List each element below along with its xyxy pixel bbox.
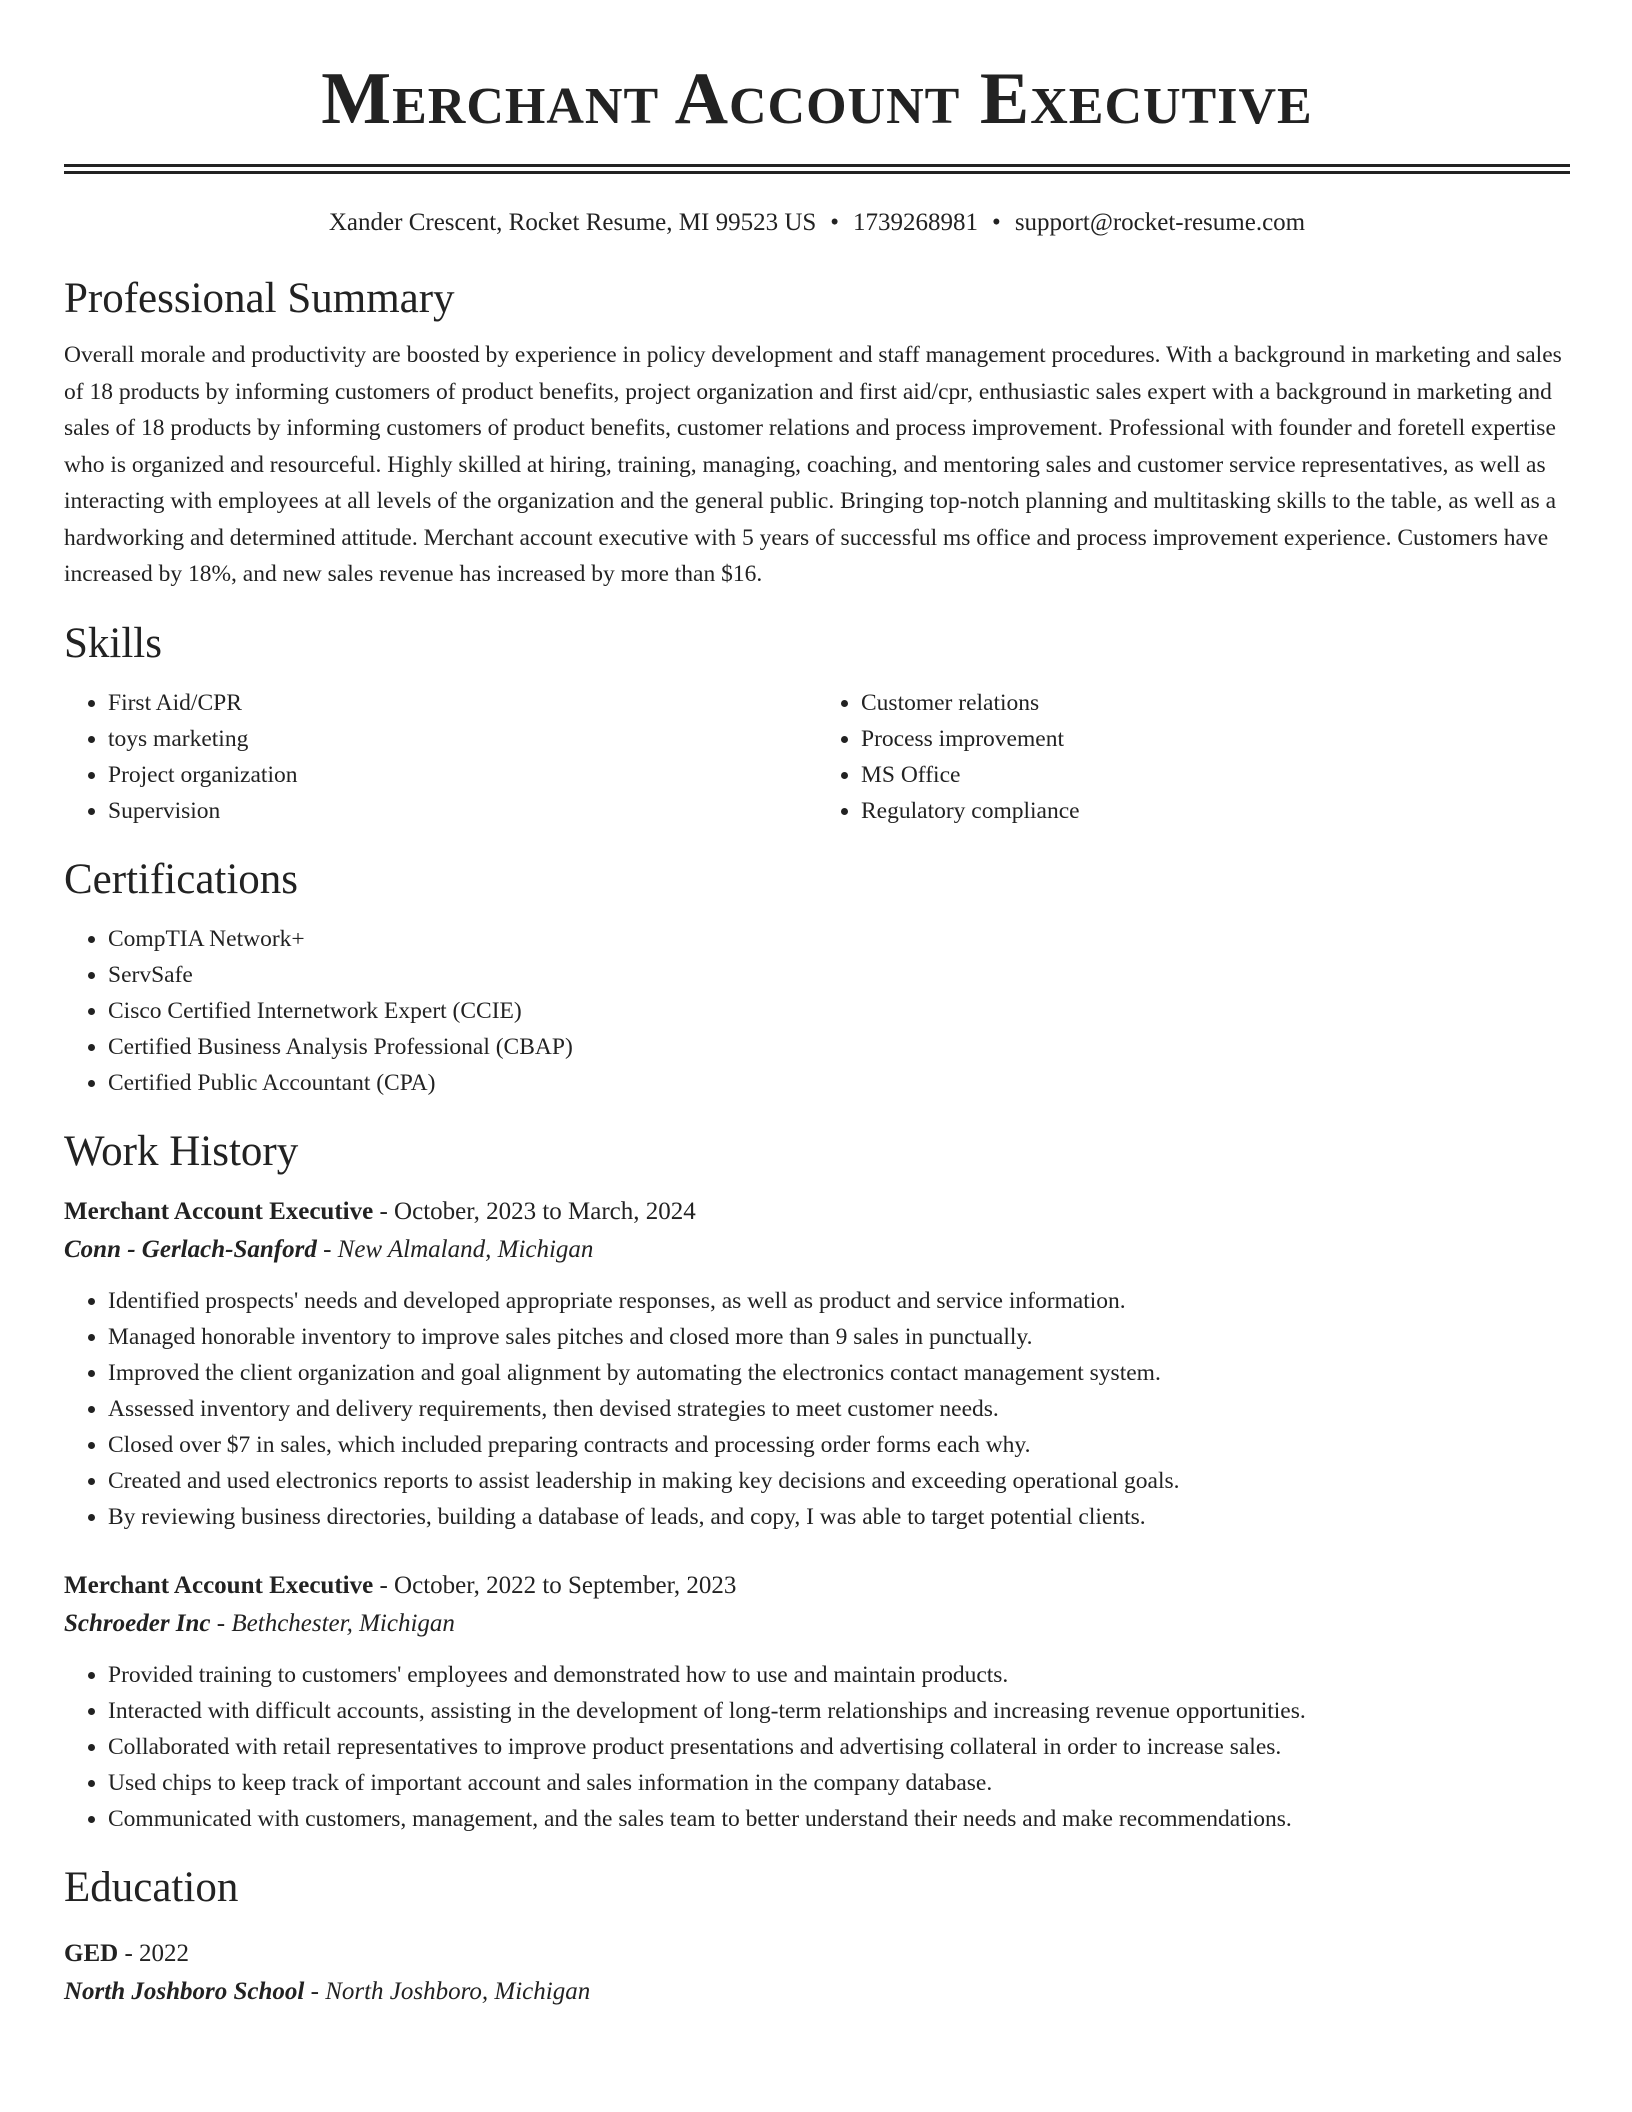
education-location: North Joshboro, Michigan <box>325 1977 591 2005</box>
section-title-certifications: Certifications <box>64 855 299 903</box>
contact-phone: 1739268981 <box>853 209 979 236</box>
contact-address: Xander Crescent, Rocket Resume, MI 99523 US <box>328 209 817 236</box>
education-year: 2022 <box>139 1939 190 1967</box>
job-dates: October, 2022 to September, 2023 <box>394 1571 737 1599</box>
job-bullet: • Interacted with difficult accounts, assisting in the development of long-term relationships and increasing revenue opportunities. <box>108 1693 1570 1729</box>
education-school: North Joshboro School <box>64 1977 305 2005</box>
education-school-line <box>64 1973 1570 2011</box>
job-header <box>64 1567 1570 1605</box>
job-role: Merchant Account Executive <box>64 1197 374 1225</box>
job-dates: October, 2023 to March, 2024 <box>394 1197 696 1225</box>
skill-item: • Project organization <box>108 757 817 793</box>
job-bullets <box>64 1657 1570 1837</box>
resume-page <box>64 0 1570 2011</box>
certification-item: • Certified Business Analysis Professional (CBAP) <box>108 1029 1570 1065</box>
certification-item: • ServSafe <box>108 957 1570 993</box>
skills-list-left <box>64 685 817 829</box>
job-bullet: • Closed over $7 in sales, which included preparing contracts and processing order forms each why. <box>108 1427 1570 1463</box>
education-dash: - <box>118 1939 140 1967</box>
contact-line <box>64 208 1570 238</box>
certification-item: • Certified Public Accountant (CPA) <box>108 1065 1570 1101</box>
job-company-line <box>64 1605 1570 1643</box>
contact-email: support@rocket-resume.com <box>1014 209 1306 236</box>
job-bullet: • Collaborated with retail representatives to improve product presentations and advertising collateral in order to increase sales. <box>108 1729 1570 1765</box>
job-bullet: • Used chips to keep track of important account and sales information in the company database. <box>108 1765 1570 1801</box>
job-bullet: • Created and used electronics reports to assist leadership in making key decisions and exceeding operational goals. <box>108 1463 1570 1499</box>
skill-item: • Regulatory compliance <box>861 793 1570 829</box>
skill-item: • First Aid/CPR <box>108 685 817 721</box>
job-company: Schroeder Inc <box>64 1609 211 1637</box>
job-company-line <box>64 1231 1570 1269</box>
contact-separator: • <box>830 209 840 236</box>
certifications-list <box>64 921 1570 1101</box>
section-title-education: Education <box>64 1863 239 1911</box>
skill-item: • MS Office <box>861 757 1570 793</box>
certification-item: • CompTIA Network+ <box>108 921 1570 957</box>
job-header <box>64 1193 1570 1231</box>
contact-separator: • <box>992 209 1001 236</box>
job-role: Merchant Account Executive <box>64 1571 374 1599</box>
skills-list-right <box>817 685 1570 829</box>
job-company: Conn - Gerlach-Sanford <box>64 1235 317 1263</box>
job-dash: - <box>316 1235 338 1263</box>
job-location: New Almaland, Michigan <box>337 1235 594 1263</box>
summary-text: Overall morale and productivity are boosted by experience in policy development and staff management procedures. With a background in marketing and sales of 18 products by informing customers of product benefits, project organization and first aid/cpr, enthusiastic sales expert with a background in marketing and sales of 18 products by informing customers of product benefits, customer relations and process improvement. Professional with founder and foretell expertise who is organized and resourceful. Highly skilled at hiring, training, managing, coaching, and mentoring sales and customer service representatives, as well as interacting with employees at all levels of the organization and the general public. Bringing top-notch planning and multitasking skills to the table, as well as a hardworking and determined attitude. Merchant account executive with 5 years of successful ms office and process improvement experience. Customers have increased by 18%, and new sales revenue has increased by more than $16. <box>64 342 1562 587</box>
job-dash: - <box>210 1609 232 1637</box>
skill-item: • toys marketing <box>108 721 817 757</box>
job-bullet: • Provided training to customers' employees and demonstrated how to use and maintain products. <box>108 1657 1570 1693</box>
skill-item: • Process improvement <box>861 721 1570 757</box>
job-dash: - <box>373 1197 395 1225</box>
certification-item: • Cisco Certified Internetwork Expert (CCIE) <box>108 993 1570 1029</box>
education-degree: GED <box>64 1939 119 1967</box>
skill-item: • Customer relations <box>861 685 1570 721</box>
resume-name-title: Merchant Account Executive <box>321 58 1313 140</box>
section-title-skills: Skills <box>64 619 162 667</box>
section-title-work-history: Work History <box>64 1127 299 1175</box>
job-entry <box>64 1193 1570 1535</box>
job-entry <box>64 1567 1570 1837</box>
education-degree-line <box>64 1935 1570 1973</box>
job-bullet: • Assessed inventory and delivery requirements, then devised strategies to meet customer needs. <box>108 1391 1570 1427</box>
skills-columns <box>64 685 1570 829</box>
job-bullet: • Improved the client organization and goal alignment by automating the electronics contact management system. <box>108 1355 1570 1391</box>
education-dash: - <box>304 1977 326 2005</box>
skill-item: • Supervision <box>108 793 817 829</box>
header-double-rule <box>64 164 1570 174</box>
job-dash: - <box>373 1571 395 1599</box>
job-bullet: • Managed honorable inventory to improve sales pitches and closed more than 9 sales in punctually. <box>108 1319 1570 1355</box>
section-title-summary: Professional Summary <box>64 275 455 322</box>
job-location: Bethchester, Michigan <box>231 1609 455 1637</box>
job-bullet: • Communicated with customers, management, and the sales team to better understand their needs and make recommendations. <box>108 1801 1570 1837</box>
job-bullet: • By reviewing business directories, building a database of leads, and copy, I was able to target potential clients. <box>108 1499 1570 1535</box>
job-bullet: • Identified prospects' needs and developed appropriate responses, as well as product and service information. <box>108 1283 1570 1319</box>
job-bullets <box>64 1283 1570 1535</box>
